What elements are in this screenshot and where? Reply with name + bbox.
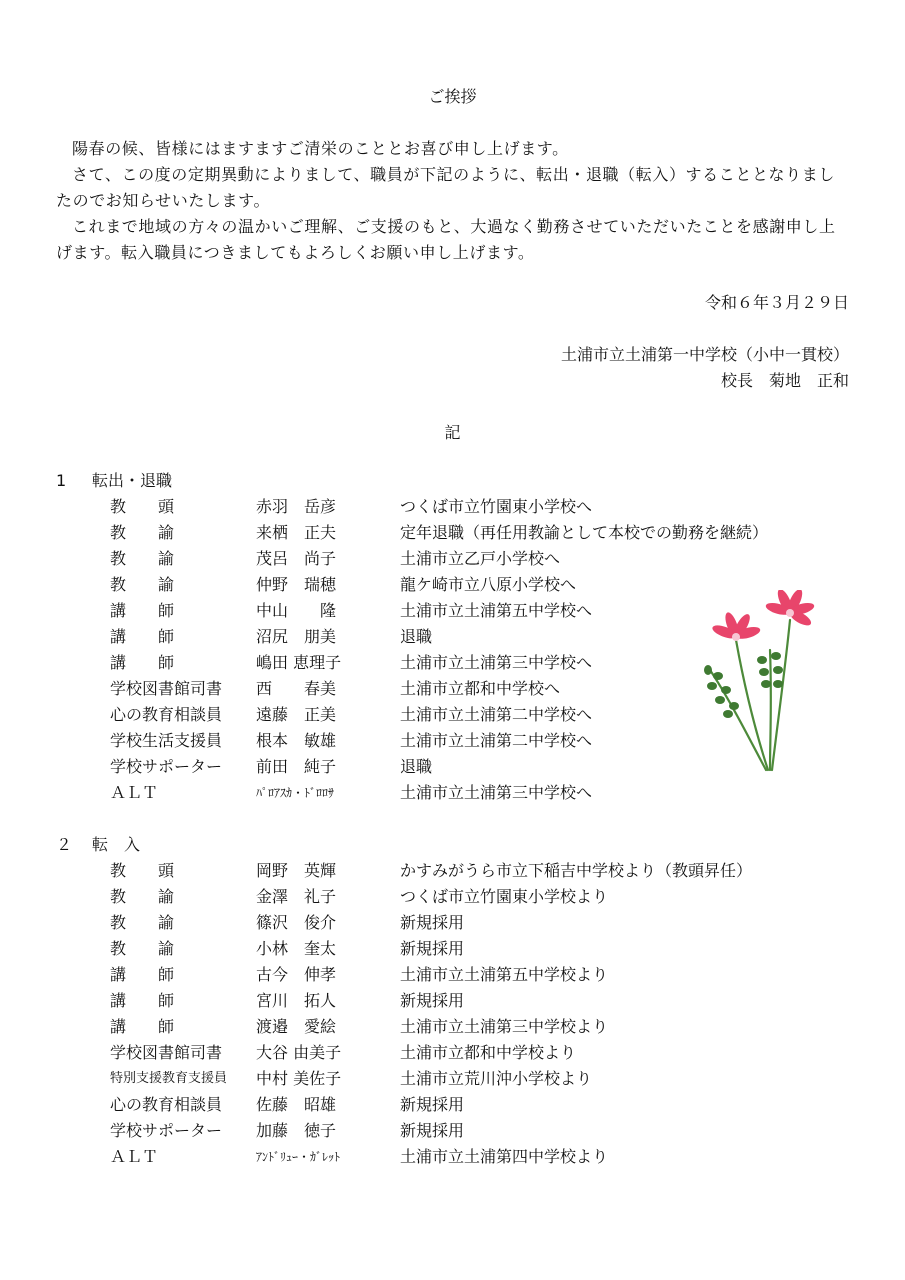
staff-name: 岡野 英輝 — [256, 861, 337, 880]
staff-name: 佐藤 昭雄 — [256, 1095, 337, 1114]
staff-position: 講 師 — [110, 991, 175, 1010]
staff-destination: 退職 — [400, 757, 433, 776]
staff-destination: 土浦市立乙戸小学校へ — [400, 549, 561, 568]
staff-destination: つくば市立竹園東小学校へ — [400, 497, 593, 516]
staff-row — [0, 1092, 905, 1118]
staff-position: 教 頭 — [110, 861, 175, 880]
notice-paragraph: さて、この度の定期異動によりまして、職員が下記のように、転出・退職（転入）することとなりましたのでお知らせいたします。 — [56, 165, 835, 210]
staff-destination: 新規採用 — [400, 1095, 465, 1114]
staff-row — [0, 1014, 905, 1040]
staff-position: 学校サポーター — [110, 1121, 223, 1140]
staff-position: 学校図書館司書 — [110, 1043, 223, 1062]
staff-row — [0, 494, 905, 520]
staff-position: 学校生活支援員 — [110, 731, 223, 750]
staff-position: 講 師 — [110, 627, 175, 646]
staff-position: 講 師 — [110, 653, 175, 672]
section-heading-transfer-out: 1 転出・退職 — [56, 471, 173, 490]
staff-position: ＡＬＴ — [110, 1147, 159, 1166]
staff-row — [0, 884, 905, 910]
staff-position: 心の教育相談員 — [110, 705, 223, 724]
staff-position: ＡＬＴ — [110, 783, 159, 802]
staff-position: 教 諭 — [110, 549, 175, 568]
staff-destination: 土浦市立都和中学校へ — [400, 679, 561, 698]
staff-position: 教 諭 — [110, 523, 175, 542]
school-name: 土浦市立土浦第一中学校（小中一貫校） — [560, 345, 849, 364]
staff-row — [0, 1040, 905, 1066]
staff-name: 渡邉 愛絵 — [256, 1017, 337, 1036]
staff-row — [0, 936, 905, 962]
staff-row — [0, 546, 905, 572]
staff-position: 学校サポーター — [110, 757, 223, 776]
staff-destination: つくば市立竹園東小学校より — [400, 887, 609, 906]
staff-position: 心の教育相談員 — [110, 1095, 223, 1114]
section-heading-transfer-in: ２ 転 入 — [56, 835, 141, 854]
ki-heading: 記 — [444, 423, 461, 442]
staff-destination: 退職 — [400, 627, 433, 646]
staff-name: 赤羽 岳彦 — [256, 497, 337, 516]
staff-name: 金澤 礼子 — [256, 887, 337, 906]
document-date: 令和６年３月２９日 — [704, 293, 849, 312]
staff-row — [0, 962, 905, 988]
staff-row — [0, 520, 905, 546]
staff-name: 前田 純子 — [256, 757, 337, 776]
staff-position: 教 諭 — [110, 887, 175, 906]
staff-name: 茂呂 尚子 — [256, 549, 337, 568]
staff-row — [0, 1066, 905, 1092]
staff-destination: 土浦市立都和中学校より — [400, 1043, 577, 1062]
staff-row — [0, 780, 905, 806]
staff-destination: 土浦市立荒川沖小学校より — [400, 1069, 593, 1088]
staff-destination: 土浦市立土浦第五中学校へ — [400, 601, 593, 620]
staff-row — [0, 1144, 905, 1170]
staff-destination: 定年退職（再任用教諭として本校での勤務を継続） — [400, 523, 769, 542]
staff-destination: 新規採用 — [400, 991, 465, 1010]
staff-name: 篠沢 俊介 — [256, 913, 337, 932]
staff-position: 教 諭 — [110, 939, 175, 958]
staff-name: 大谷 由美子 — [256, 1043, 342, 1062]
staff-name: 古今 伸孝 — [256, 965, 337, 984]
staff-position: 教 諭 — [110, 575, 175, 594]
staff-name: 宮川 拓人 — [256, 991, 337, 1010]
staff-destination: 土浦市立土浦第四中学校より — [400, 1147, 609, 1166]
staff-destination: 土浦市立土浦第二中学校へ — [400, 731, 593, 750]
staff-name: ｱﾝﾄﾞﾘｭｰ・ｶﾞﾚｯﾄ — [256, 1150, 341, 1164]
thanks-paragraph: これまで地域の方々の温かいご理解、ご支援のもと、大過なく勤務させていただいたことを感謝申し上げます。転入職員につきましてもよろしくお願い申し上げます。 — [56, 217, 836, 262]
staff-name: 嶋田 恵理子 — [256, 653, 342, 672]
staff-destination: 土浦市立土浦第三中学校より — [400, 1017, 609, 1036]
staff-destination: 土浦市立土浦第五中学校より — [400, 965, 609, 984]
staff-destination: 土浦市立土浦第二中学校へ — [400, 705, 593, 724]
staff-name: ﾊﾟﾛｱｽｶ・ﾄﾞﾛﾛｻ — [256, 786, 335, 800]
staff-destination: 新規採用 — [400, 1121, 465, 1140]
staff-destination: 新規採用 — [400, 913, 465, 932]
staff-name: 沼尻 朋美 — [256, 627, 337, 646]
principal-name: 校長 菊地 正和 — [720, 371, 849, 390]
staff-name: 仲野 瑞穂 — [256, 575, 337, 594]
staff-name: 中村 美佐子 — [256, 1069, 342, 1088]
staff-position: 教 諭 — [110, 913, 175, 932]
staff-row — [0, 988, 905, 1014]
greeting-paragraph: 陽春の候、皆様にはますますご清栄のこととお喜び申し上げます。 — [72, 139, 569, 158]
staff-name: 小林 奎太 — [256, 939, 337, 958]
staff-destination: 新規採用 — [400, 939, 465, 958]
staff-name: 中山 隆 — [256, 601, 337, 620]
staff-name: 根本 敏雄 — [256, 731, 337, 750]
staff-name: 西 春美 — [256, 679, 337, 698]
staff-name: 加藤 徳子 — [256, 1121, 337, 1140]
staff-position: 特別支援教育支援員 — [110, 1071, 228, 1086]
staff-name: 遠藤 正美 — [256, 705, 337, 724]
document-title: ご挨拶 — [428, 87, 477, 106]
staff-position: 講 師 — [110, 601, 175, 620]
staff-destination: 龍ケ崎市立八原小学校へ — [400, 575, 577, 594]
staff-position: 講 師 — [110, 1017, 175, 1036]
staff-position: 講 師 — [110, 965, 175, 984]
staff-row — [0, 1118, 905, 1144]
staff-destination: 土浦市立土浦第三中学校へ — [400, 783, 593, 802]
flower-illustration-icon — [700, 590, 830, 780]
staff-position: 教 頭 — [110, 497, 175, 516]
staff-row — [0, 910, 905, 936]
staff-row — [0, 858, 905, 884]
staff-destination: かすみがうら市立下稲吉中学校より（教頭昇任） — [400, 861, 753, 880]
staff-position: 学校図書館司書 — [110, 679, 223, 698]
staff-name: 来栖 正夫 — [256, 523, 337, 542]
staff-destination: 土浦市立土浦第三中学校へ — [400, 653, 593, 672]
